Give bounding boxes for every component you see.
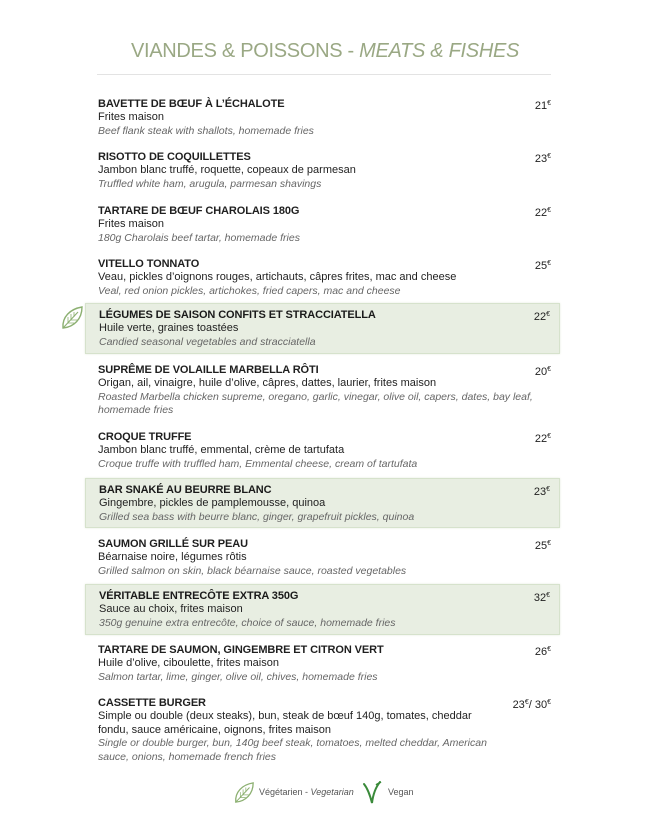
dish-description-en: Croque truffe with truffled ham, Emmental cheese, cream of tartufata [98,457,418,470]
dish-description-en: Truffled white ham, arugula, parmesan shavings [98,177,322,190]
dish-name: BAVETTE DE BŒUF À L’ÉCHALOTE [98,98,285,110]
menu-item [85,253,560,301]
dish-description-fr: Sauce au choix, frites maison [99,603,243,615]
title-french: VIANDES & POISSONS - [130,40,360,62]
dish-description-en: Grilled sea bass with beurre blanc, ginger, grapefruit pickles, quinoa [99,510,415,523]
menu-item-highlighted [85,478,560,528]
menu-item [85,639,560,687]
menu-item-highlighted [85,584,560,635]
dish-name: TARTARE DE BŒUF CHAROLAIS 180G [98,205,300,217]
dish-price: 26€ [534,646,551,658]
menu-item [85,146,560,194]
dish-name: SAUMON GRILLÉ SUR PEAU [98,538,248,550]
dish-description-fr: Gingembre, pickles de pamplemousse, quinoa [99,497,326,509]
menu-item-highlighted [85,303,560,354]
dish-description-fr: Origan, ail, vinaigre, huile d’olive, câpres, dattes, laurier, frites maison [98,377,437,389]
dish-price: 21€ [534,100,551,112]
dish-price: 22€ [533,311,550,323]
dish-description-en: 350g genuine extra entrecôte, choice of sauce, homemade fries [99,616,396,629]
dish-description-fr: Huile d’olive, ciboulette, frites maison [98,657,279,669]
vegan-label: Vegan [388,787,414,797]
dish-description-en: Single or double burger, bun, 140g beef steak, tomatoes, melted cheddar, American sauce, onions, homemade french fries [98,737,487,763]
dish-description-fr: Béarnaise noire, légumes rôtis [98,551,247,563]
dish-name: CASSETTE BURGER [98,697,206,709]
dish-description-en: Beef flank steak with shallots, homemade fries [98,124,314,137]
dish-name: SUPRÊME DE VOLAILLE MARBELLA RÔTI [98,364,319,376]
dish-description-en: Salmon tartar, lime, ginger, olive oil, chives, homemade fries [98,670,378,683]
dish-price: 23€/ 30€ [512,699,551,711]
dish-description-fr: Huile verte, graines toastées [99,322,239,334]
dish-description-en: Veal, red onion pickles, artichokes, fried capers, mac and cheese [98,284,401,297]
dish-price: 25€ [534,260,551,272]
dish-price: 20€ [534,366,551,378]
dish-description-en: Grilled salmon on skin, black béarnaise sauce, roasted vegetables [98,564,407,577]
title-divider [97,74,551,75]
dish-name: CROQUE TRUFFE [98,431,192,443]
vegetarian-leaf-icon [233,781,255,805]
vegetarian-label: Végétarien - Vegetarian [259,787,354,797]
menu-item [85,200,560,248]
dish-name: TARTARE DE SAUMON, GINGEMBRE ET CITRON VERT [98,644,384,656]
dish-description-en: Candied seasonal vegetables and stracciatella [99,335,316,348]
dish-description-fr: Frites maison [98,218,165,230]
dish-description-en: 180g Charolais beef tartar, homemade fries [98,231,300,244]
dish-description-fr: Jambon blanc truffé, roquette, copeaux de parmesan [98,164,356,176]
dish-price: 25€ [534,540,551,552]
vegetarian-leaf-icon [60,305,84,331]
dish-name: BAR SNAKÉ AU BEURRE BLANC [99,484,272,496]
dish-price: 23€ [534,153,551,165]
title-english: MEATS & FISHES [359,40,520,62]
dish-description-fr: Jambon blanc truffé, emmental, crème de tartufata [98,444,345,456]
dish-description-fr: Frites maison [98,111,165,123]
dish-price: 22€ [534,207,551,219]
menu-item [85,359,560,421]
menu-item [85,533,560,581]
menu-item [85,93,560,141]
dish-name: LÉGUMES DE SAISON CONFITS ET STRACCIATELLA [99,309,376,321]
diet-legend [0,781,650,805]
dish-description-fr: Veau, pickles d’oignons rouges, artichauts, câpres frites, mac and cheese [98,271,457,283]
menu-item [85,426,560,474]
dish-name: VITELLO TONNATO [98,258,200,270]
dish-description-fr: Simple ou double (deux steaks), bun, steak de bœuf 140g, tomates, cheddar fondu, sauce américaine, oignons, frites maison [98,710,472,736]
dish-price: 22€ [534,433,551,445]
dish-description-en: Roasted Marbella chicken supreme, oregano, garlic, vinegar, olive oil, capers, dates, bay leaf, homemade fries [98,390,533,416]
page-title [0,40,650,63]
dish-name: RISOTTO DE COQUILLETTES [98,151,251,163]
menu-item [85,692,560,768]
dish-price: 32€ [533,592,550,604]
dish-name: VÉRITABLE ENTRECÔTE EXTRA 350G [99,590,299,602]
vegan-v-icon [362,781,382,805]
dish-price: 23€ [533,486,550,498]
